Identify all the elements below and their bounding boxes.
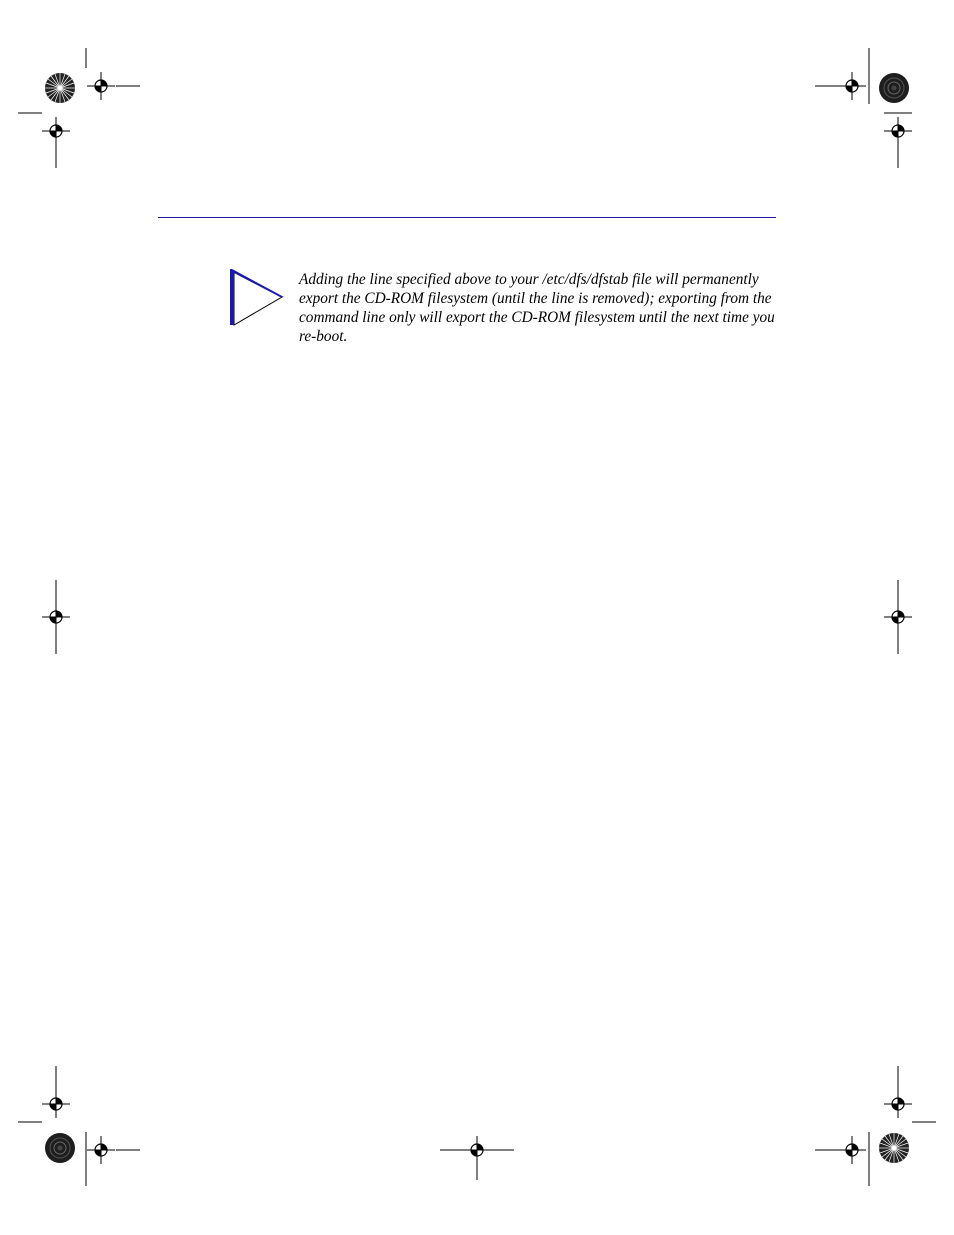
header-rule: [158, 217, 776, 218]
registration-mark-icon: [42, 117, 70, 145]
dial-target-icon: [45, 1133, 75, 1163]
registration-mark-icon: [42, 603, 70, 631]
registration-mark-icon: [884, 603, 912, 631]
star-target-icon: [45, 73, 75, 103]
registration-mark-icon: [42, 1090, 70, 1118]
dial-target-icon: [879, 73, 909, 103]
note-triangle-icon: [229, 268, 289, 330]
registration-mark-icon: [884, 1090, 912, 1118]
registration-mark-icon: [87, 1136, 115, 1164]
registration-mark-icon: [463, 1136, 491, 1164]
registration-mark-icon: [87, 72, 115, 100]
star-target-icon: [879, 1133, 909, 1163]
registration-mark-icon: [838, 72, 866, 100]
registration-mark-icon: [838, 1136, 866, 1164]
registration-mark-icon: [884, 117, 912, 145]
note-text: Adding the line specified above to your /etc/dfs/dfstab file will permanently export the CD-ROM filesystem (until the line is removed); exporting from the command line only will export the CD-ROM filesystem until the next time you re-boot.: [299, 271, 775, 345]
